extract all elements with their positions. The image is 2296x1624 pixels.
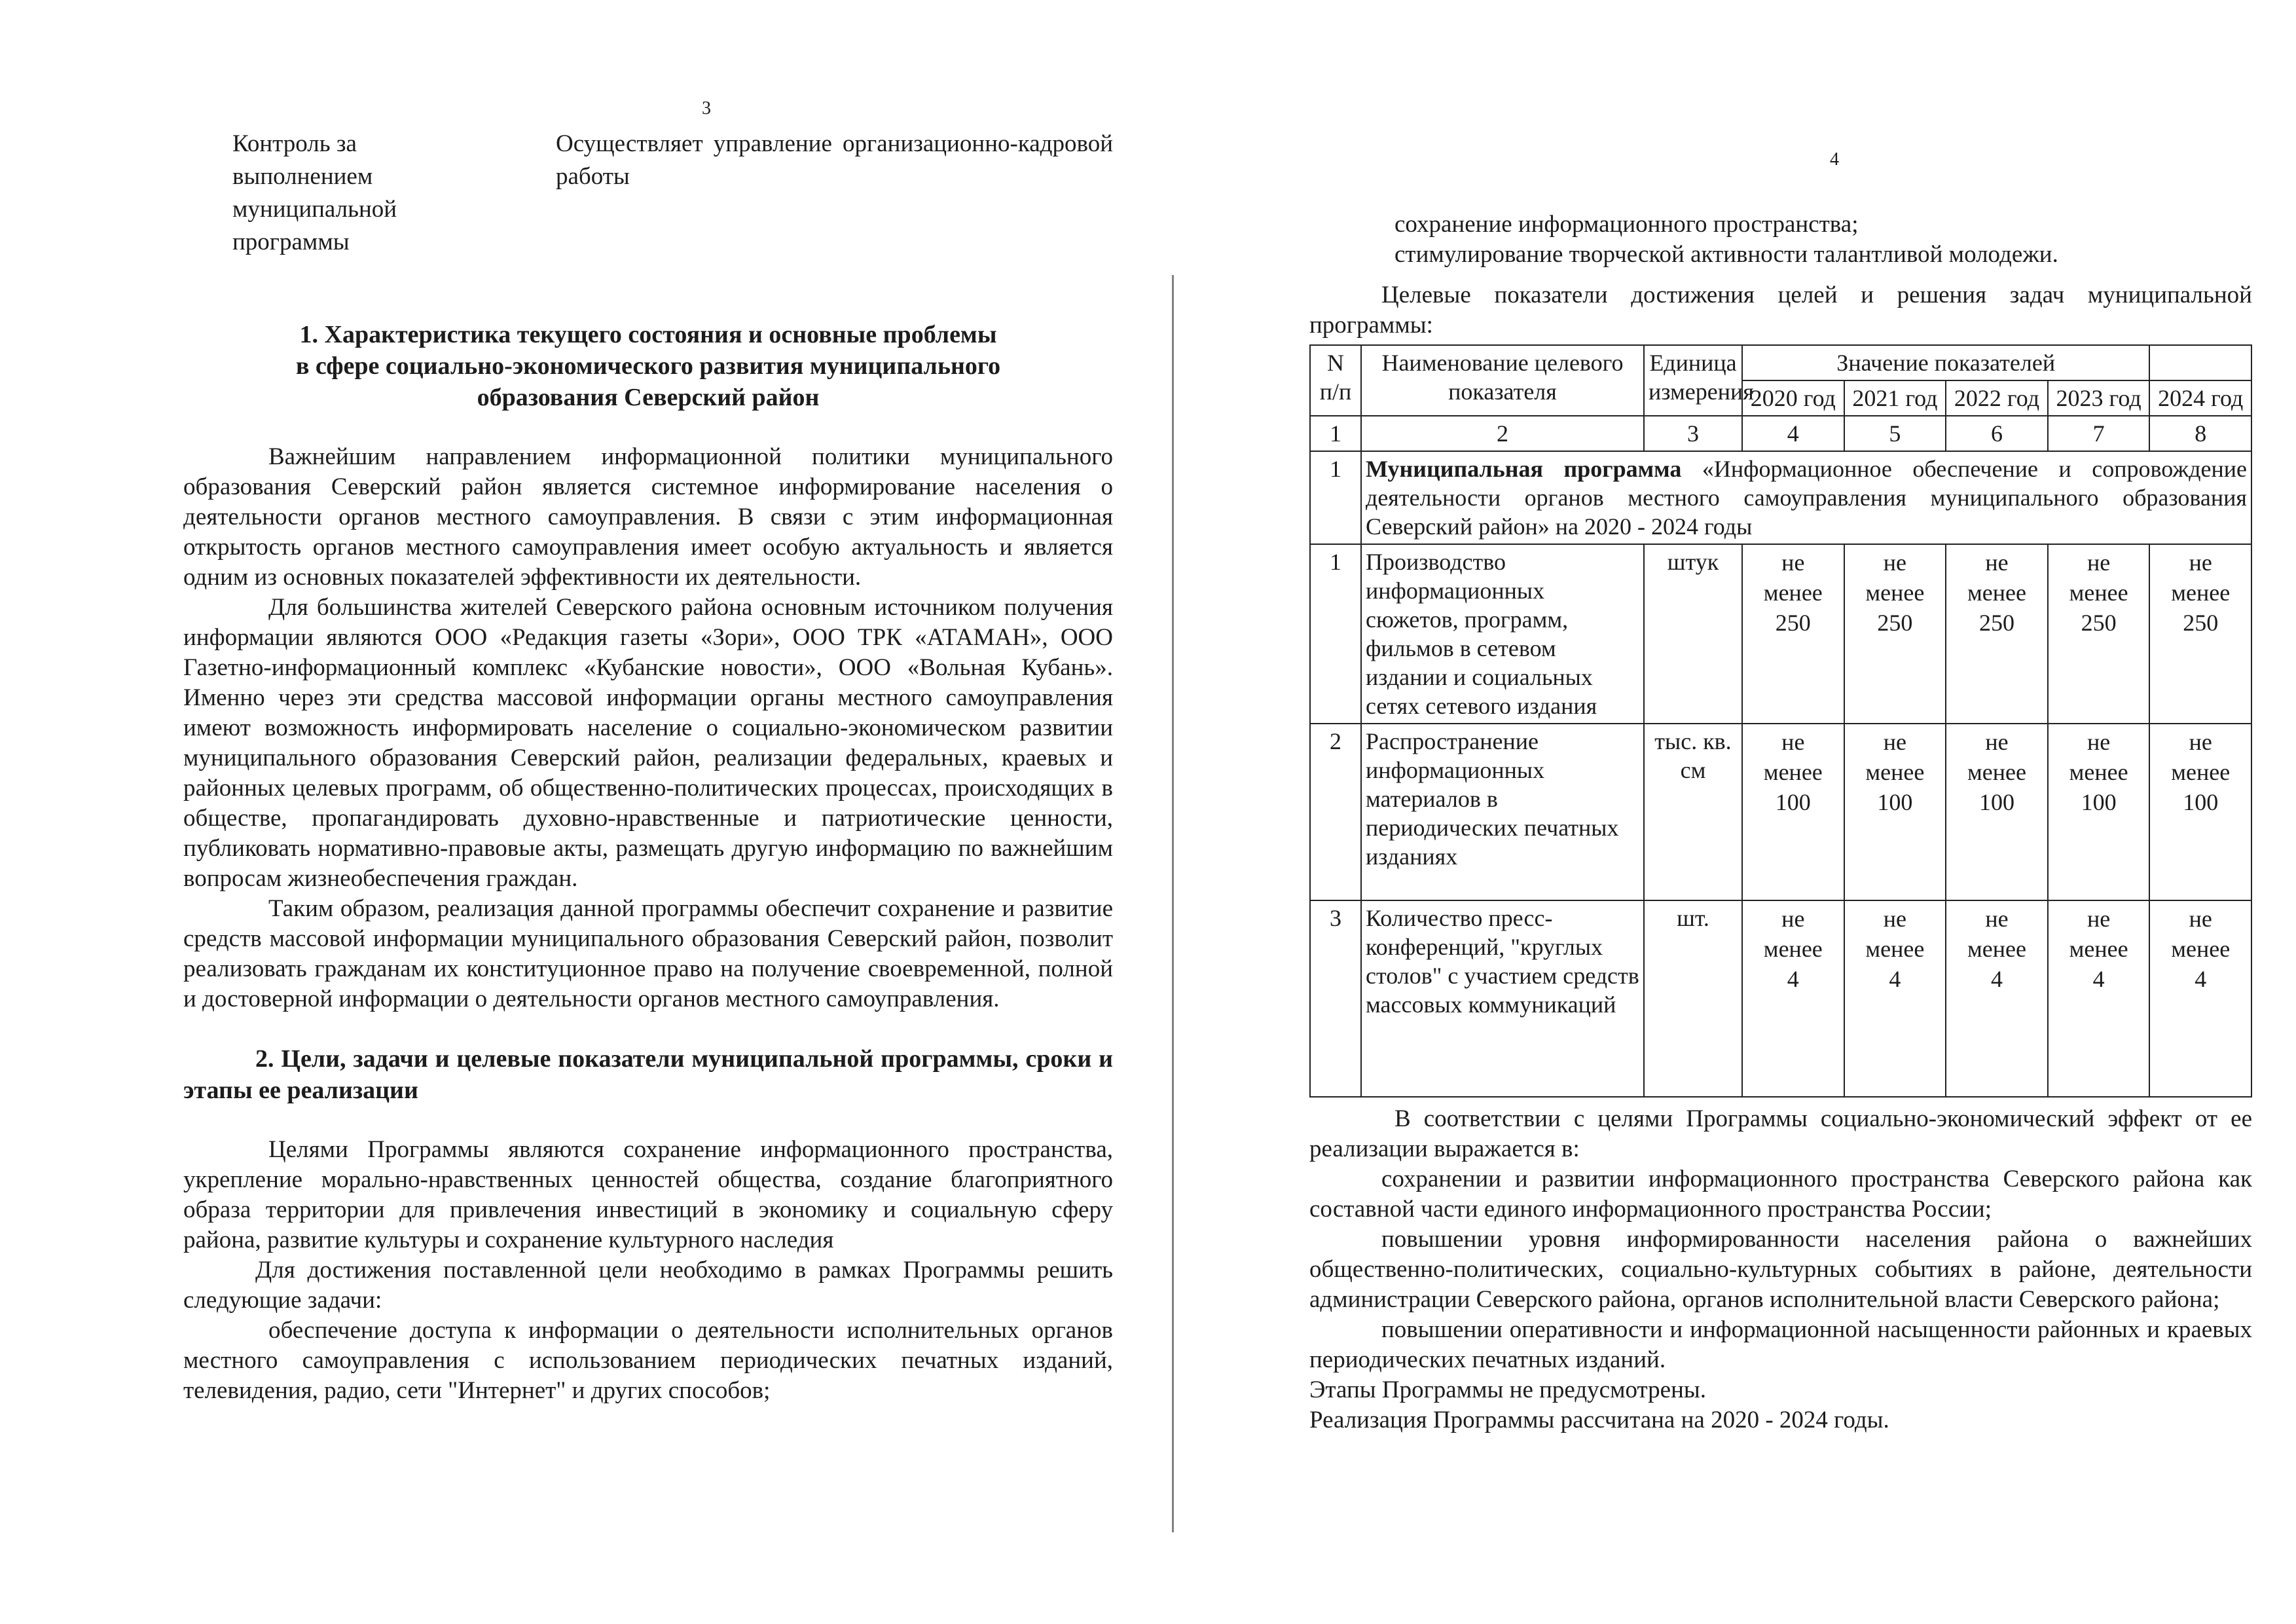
table-header-row (1310, 345, 2251, 380)
header-year: 2023 год (2048, 380, 2150, 416)
paragraph: Для достижения поставленной цели необходимо в рамках Программы решить следующие задачи: (183, 1257, 1113, 1314)
program-title-bold: Муниципальная программа (1366, 456, 1682, 482)
row-value: не менее 250 (1844, 544, 1946, 724)
row-value: не менее 100 (1742, 724, 1844, 900)
header-year: 2024 год (2149, 380, 2251, 416)
row-name: Количество пресс-конференций, "круглых столов" с участием средств массовых коммуникаций (1361, 900, 1644, 1097)
right-page-content (1309, 210, 2252, 1435)
paragraph: Таким образом, реализация данной программы обеспечит сохранение и развитие средств массовой информации муниципального образования Северский район, позволит реализовать гражданам их конституционное право на получение своевременной, полной и достоверной информации о деятельности органов местного самоуправления. (183, 895, 1113, 1012)
row-name: Производство информационных сюжетов, программ, фильмов в сетевом издании и социальных сетях сетевого издания (1361, 544, 1644, 724)
paragraph: повышении уровня информированности населения района о важнейших общественно-политических, социально-культурных событиях в районе, деятельности администрации Северского района, органов исполнительной власти Северского района; (1309, 1226, 2252, 1313)
table-index-row (1310, 416, 2251, 451)
row-value: не менее 250 (1946, 544, 2048, 724)
row-value: не менее 4 (1946, 900, 2048, 1097)
index-cell: 3 (1644, 416, 1742, 451)
row-value: не менее 250 (2149, 544, 2251, 724)
paragraph: В соответствии с целями Программы социально-экономический эффект от ее реализации выражается в: (1309, 1105, 2252, 1162)
index-cell: 5 (1844, 416, 1946, 451)
header-empty (2149, 345, 2251, 380)
page-number: 3 (702, 98, 711, 119)
header-values-group: Значение показателей (1742, 345, 2149, 380)
row-value: не менее 4 (1844, 900, 1946, 1097)
left-page-content (183, 128, 1113, 1406)
index-cell: 4 (1742, 416, 1844, 451)
row-unit: тыс. кв. см (1644, 724, 1742, 900)
row-unit: шт. (1644, 900, 1742, 1097)
row-value: не менее 100 (1844, 724, 1946, 900)
index-cell: 8 (2149, 416, 2251, 451)
header-year: 2021 год (1844, 380, 1946, 416)
program-num: 1 (1310, 451, 1361, 544)
table-intro: Целевые показатели достижения целей и решения задач муниципальной программы: (1309, 282, 2252, 339)
row-num: 3 (1310, 900, 1361, 1097)
control-row (183, 128, 1113, 259)
paragraph: Этапы Программы не предусмотрены. (1309, 1376, 1706, 1403)
header-name: Наименование целевого показателя (1361, 345, 1644, 416)
control-text: Осуществляет управление организационно-кадровой работы (555, 130, 1113, 190)
index-cell: 2 (1361, 416, 1644, 451)
row-num: 2 (1310, 724, 1361, 900)
page-divider (1172, 275, 1174, 1532)
paragraph: стимулирование творческой активности талантливой молодежи. (1394, 241, 2058, 268)
header-year: 2020 год (1742, 380, 1844, 416)
row-unit: штук (1644, 544, 1742, 724)
paragraph: Для большинства жителей Северского района основным источником получения информации являются ООО «Редакция газеты «Зори», ООО ТРК «АТАМАН», ООО Газетно-информационный комплекс «Кубанские новости», ООО «Вольная Кубань». Именно через эти средства массовой информации органы местного самоуправления имеют возможность информировать население о социально-экономическом развитии муниципального образования Северский район, реализации федеральных, краевых и районных целевых программ, об общественно-политических процессах, происходящих в обществе, пропагандировать духовно-нравственные и патриотические ценности, публиковать нормативно-правовые акты, размещать другую информацию по важнейшим вопросам жизнеобеспечения граждан. (183, 594, 1113, 892)
row-value: не менее 100 (2048, 724, 2150, 900)
index-cell: 7 (2048, 416, 2150, 451)
index-cell: 1 (1310, 416, 1361, 451)
program-title (1361, 451, 2251, 544)
paragraph: сохранении и развитии информационного пространства Северского района как составной части единого информационного пространства России; (1309, 1166, 2252, 1223)
section-2-heading: 2. Цели, задачи и целевые показатели муниципальной программы, сроки и этапы ее реализации (183, 1045, 1113, 1104)
control-label: Контроль за выполнением муниципальной программы (232, 130, 397, 255)
table-row (1310, 544, 2251, 724)
row-value: не менее 100 (2149, 724, 2251, 900)
paragraph: Реализация Программы рассчитана на 2020 - 2024 годы. (1309, 1407, 1889, 1433)
table-row (1310, 724, 2251, 900)
page-number: 4 (1830, 149, 1839, 170)
row-value: не менее 250 (1742, 544, 1844, 724)
indicators-table (1309, 344, 2252, 1098)
row-num: 1 (1310, 544, 1361, 724)
row-value: не менее 100 (1946, 724, 2048, 900)
header-year: 2022 год (1946, 380, 2048, 416)
row-value: не менее 4 (1742, 900, 1844, 1097)
paragraph: Важнейшим направлением информационной политики муниципального образования Северский район является системное информирование населения о деятельности органов местного самоуправления. В связи с этим информационная открытость органов местного самоуправления имеет особую актуальность и является одним из основных показателей эффективности их деятельности. (183, 443, 1113, 591)
paragraph: сохранение информационного пространства; (1394, 211, 1859, 238)
section-1-heading: 1. Характеристика текущего состояния и основные проблемы в сфере социально-экономического развития муниципального образования Северский район (295, 321, 1001, 411)
header-unit: Единица измерения (1644, 345, 1742, 416)
row-value: не менее 4 (2048, 900, 2150, 1097)
table-row (1310, 900, 2251, 1097)
program-title-rest: «Информационное обеспечение и сопровождение деятельности органов местного самоуправления муниципального образования Северский район» на 2020 - 2024 годы (1366, 456, 2247, 540)
row-value: не менее 250 (2048, 544, 2150, 724)
header-num: N п/п (1310, 345, 1361, 416)
index-cell: 6 (1946, 416, 2048, 451)
paragraph: повышении оперативности и информационной насыщенности районных и краевых периодических печатных изданий. (1309, 1316, 2252, 1373)
paragraph: Целями Программы являются сохранение информационного пространства, укрепление морально-нравственных ценностей общества, создание благоприятного образа территории для привлечения инвестиций в экономику и социальную сферу района, развитие культуры и сохранение культурного наследия (183, 1136, 1113, 1253)
row-value: не менее 4 (2149, 900, 2251, 1097)
row-name: Распространение информационных материалов в периодических печатных изданиях (1361, 724, 1644, 900)
program-row (1310, 451, 2251, 544)
paragraph: обеспечение доступа к информации о деятельности исполнительных органов местного самоуправления с использованием периодических печатных изданий, телевидения, радио, сети "Интернет" и других способов; (183, 1317, 1113, 1404)
